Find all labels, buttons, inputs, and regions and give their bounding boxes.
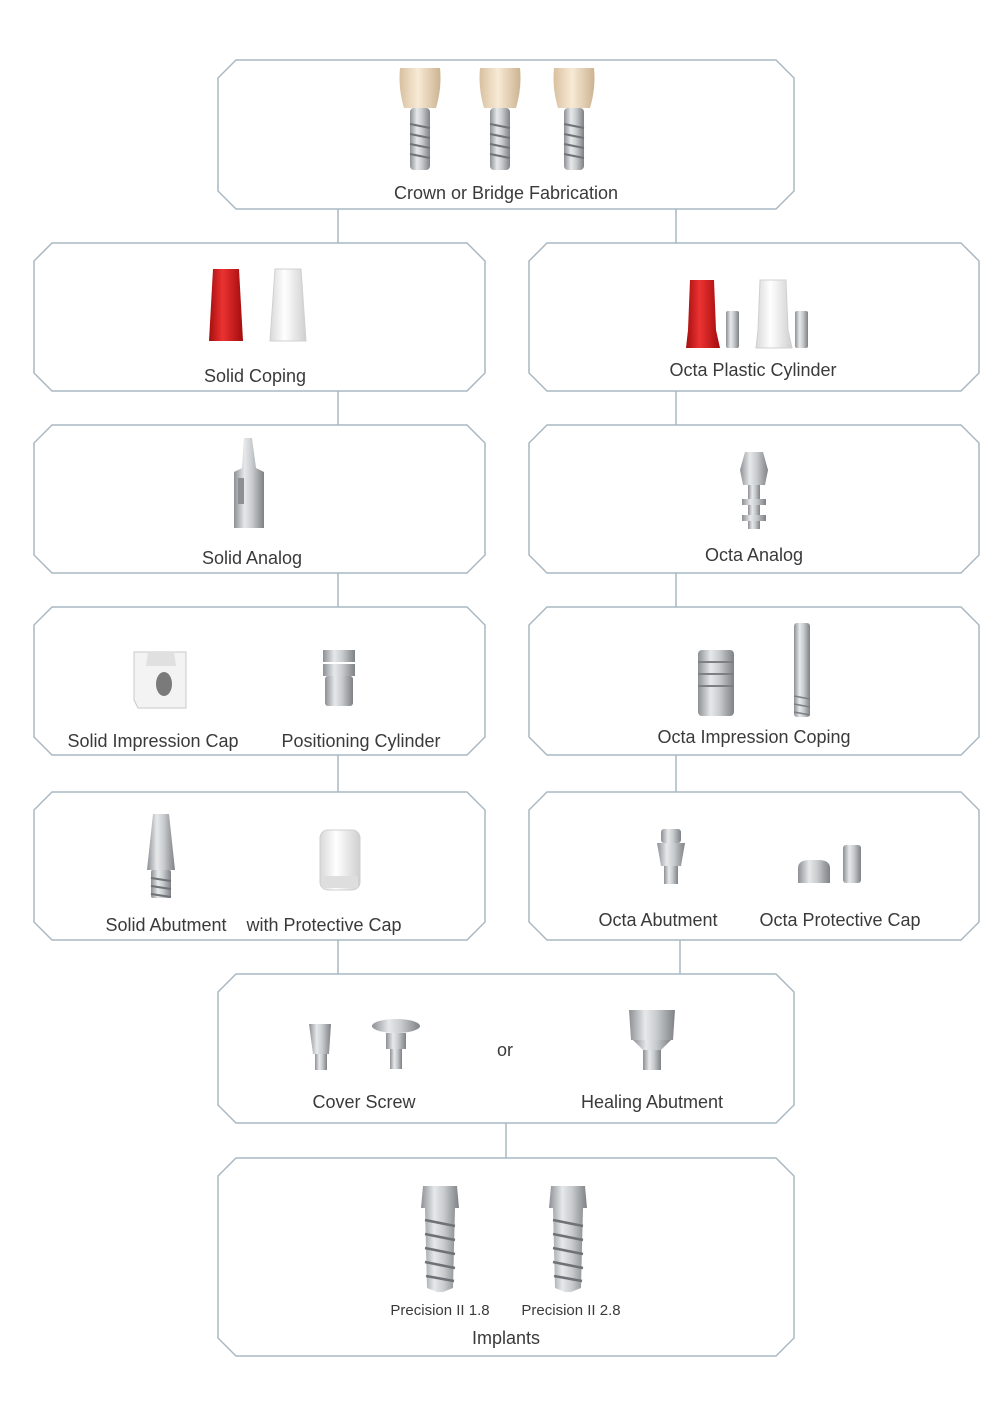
implant-name-2: Precision II 2.8 xyxy=(521,1302,621,1319)
octa-analog-label: Octa Analog xyxy=(704,545,804,565)
octa-impression-coping-label: Octa Impression Coping xyxy=(657,727,851,747)
healing-abutment-label: Healing Abutment xyxy=(580,1092,724,1112)
implant-name-1: Precision II 1.8 xyxy=(390,1302,490,1319)
screw-icon xyxy=(795,311,808,348)
protective-cap-label: with Protective Cap xyxy=(246,915,402,935)
impression-coping-icon xyxy=(698,650,734,716)
octa-protective-cap-label: Octa Protective Cap xyxy=(759,910,921,930)
positioning-cylinder-icon xyxy=(323,650,355,706)
positioning-cylinder-label: Positioning Cylinder xyxy=(281,731,441,751)
white-cylinder-icon xyxy=(756,280,792,348)
crown-images xyxy=(400,68,595,170)
solid-analog-label: Solid Analog xyxy=(201,548,303,568)
protective-cap-icon xyxy=(320,830,360,890)
solid-abutment-label: Solid Abutment xyxy=(105,915,227,935)
cover-screw-label: Cover Screw xyxy=(312,1092,416,1112)
octa-abutment-label: Octa Abutment xyxy=(598,910,718,930)
solid-impression-cap-label: Solid Impression Cap xyxy=(67,731,239,751)
or-label: or xyxy=(496,1040,514,1060)
implants-box xyxy=(218,1158,794,1356)
screw-icon xyxy=(726,311,739,348)
implants-label: Implants xyxy=(471,1328,541,1348)
impression-cap-icon xyxy=(134,652,186,708)
solid-coping-label: Solid Coping xyxy=(203,366,307,386)
guide-pin-icon xyxy=(794,623,810,717)
white-coping-icon xyxy=(270,269,306,341)
red-coping-icon xyxy=(209,269,243,341)
octa-plastic-cylinder-label: Octa Plastic Cylinder xyxy=(669,360,837,380)
crown-label: Crown or Bridge Fabrication xyxy=(393,183,619,203)
